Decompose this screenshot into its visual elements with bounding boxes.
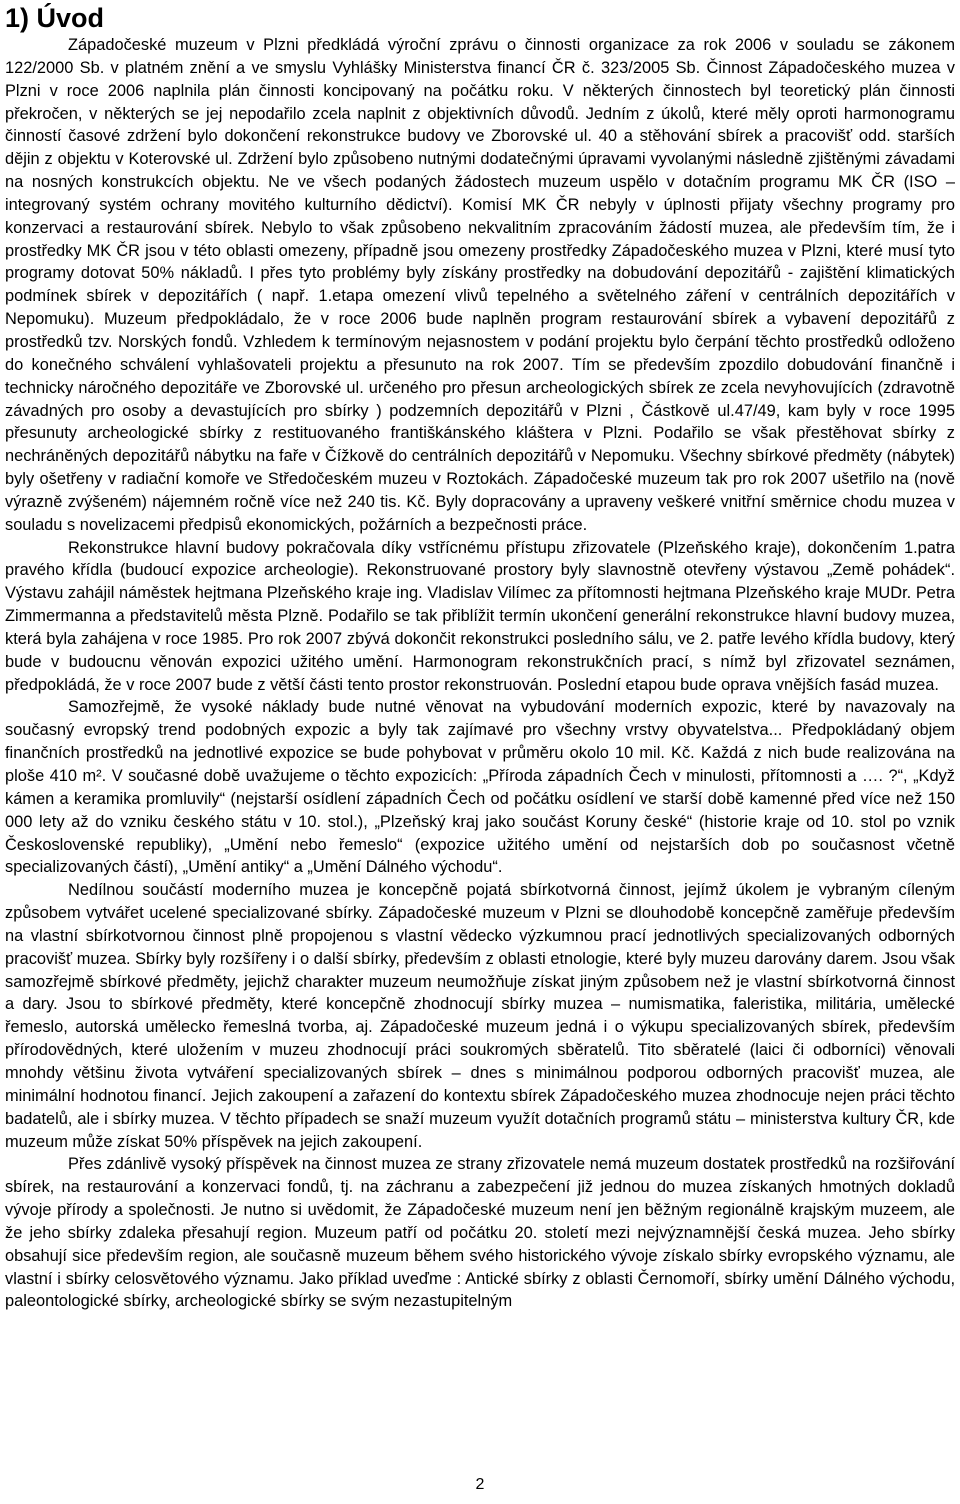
page-number: 2 (475, 1476, 485, 1493)
paragraph-expositions: Samozřejmě, že vysoké náklady bude nutné věnovat na vybudování moderních expozic, které by navazovaly na současný evropský trend podobných expozic a byly tak zajímavé pro všechny vrstvy obyvatelstva... Předpokládaný objem finančních prostředků na jednotlivé expozice se bude pohybovat v průměru okolo 10 mil. Kč. Každá z nich bude realizována na ploše 410 m². V současné době uvažujeme o těchto expozicích: „Příroda západních Čech v minulosti, přítomnosti a …. ?“, „Když kámen a keramika promluvily“ (nejstarší osídlení západních Čech od počátku osídlení ve starší době kamenné před více než 150 000 lety až do vzniku českého státu v 10. stol.), „Plzeňský kraj jako součást Koruny české“ (historie kraje od 10. stol po vznik Československé republiky), „Umění nebo řemeslo“ (expozice užitého umění od nejstarších dob po současnost včetně specializovaných částí), „Umění antiky“ a „Umění Dálného východu“. (5, 698, 955, 877)
paragraph-funding: Přes zdánlivě vysoký příspěvek na činnost muzea ze strany zřizovatele nemá muzeum dostatek prostředků na rozšiřování sbírek, na restaurování a konzervaci fondů, tj. na záchranu a zabezpečení již jednou do muzea získaných hmotných dokladů vývoje přírody a společnosti. Je nutno si uvědomit, že Západočeské muzeum není jen běžným regionálně krajským muzeem, ale že jeho sbírky zdaleka přesahují region. Muzeum patří od počátku 20. století mezi nejvýznamnější česká muzea. Jeho sbírky obsahují sice především region, ale současně muzeum během svého historického vývoje získalo sbírky evropského významu, ale vlastní i sbírky celosvětového významu. Jako příklad uveďme : Antické sbírky z oblasti Černomoří, sbírky umění Dálného východu, paleontologické sbírky, archeologické sbírky se svým nezastupitelným (5, 1155, 955, 1311)
paragraph-collections: Nedílnou součástí moderního muzea je koncepčně pojatá sbírkotvorná činnost, jejímž úkolem je vybraným cíleným způsobem vytvářet ucelené specializované sbírky. Západočeské muzeum v Plzni se dlouhodobě koncepčně zaměřuje především na vlastní sbírkotvornou činnost plně propojenou s vlastní vědecko výzkumnou prací jednotlivých specializovaných odborných pracovišť muzea. Sbírky byly rozšířeny i o další sbírky, především z oblasti etnologie, které byly muzeu darovány darem. Jsou však samozřejmě sbírkové předměty, jejichž charakter muzeum neumožňuje získat jiným způsobem než je vlastní sbírkotvorná činnost a dary. Jsou to sbírkové předměty, které koncepčně zhodnocují sbírky muzea – numismatika, faleristika, militária, umělecké řemeslo, autorská umělecko řemeslná tvorba, aj. Západočeské muzeum jedná i o výkupu specializovaných sbírek, především přírodovědných, které uložením v muzeu zhodnocují práci soukromých sběratelů. Tito sběratelé (laici či odborníci) věnovali mnohdy většinu života vytváření specializovaných sbírek – dnes s minimálnou podporou odborných pracovišť muzea, ale minimální hodnotou financí. Jejich zakoupení a zařazení do kontextu sbírek Západočeského muzea zhodnocuje nejen práci těchto badatelů, ale i sbírky muzea. V těchto případech se snaží muzeum využít dotačních programů státu – ministerstva kultury ČR, kde muzeum může získat 50% příspěvek na jejich zakoupení. (5, 881, 955, 1151)
paragraph-reconstruction: Rekonstrukce hlavní budovy pokračovala díky vstřícnému přístupu zřizovatele (Plzeňského kraje), dokončením 1.patra pravého křídla (budoucí expozice archeologie). Rekonstruované prostory byly slavnostně otevřeny výstavou „Země pohádek“. Výstavu zahájil náměstek hejtmana Plzeňského kraje ing. Vladislav Vilímec za přítomnosti hejtmana Plzeňského kraje MUDr. Petra Zimmermanna a představitelů města Plzně. Podařilo se tak přiblížit termín ukončení generální rekonstrukce hlavní budovy muzea, která byla zahájena v roce 1985. Pro rok 2007 zbývá dokončit rekonstrukci posledního sálu, ve 2. patře levého křídla budovy, který bude v budoucnu věnován expozici užitého umění. Harmonogram rekonstrukčních prací, s nímž byl zřizovatel seznámen, předpokládá, že v roce 2007 bude z větší části tento prostor rekonstruován. Poslední etapou bude oprava vnějších fasád muzea. (5, 538, 955, 694)
section-heading: 1) Úvod (5, 3, 105, 33)
paragraph-introduction: Západočeské muzeum v Plzni předkládá výroční zprávu o činnosti organizace za rok 2006 v souladu se zákonem 122/2000 Sb. v platném znění a ve smyslu Vyhlášky Ministerstva financí ČR č. 323/2005 Sb. Činnost Západočeského muzea v Plzni v roce 2006 naplnila plán činnosti koncipovaný na počátku roku. V některých činnostech byl teoretický plán činnosti překročen, v některých se jej nepodařilo zcela naplnit z objektivních důvodů. Jedním z úkolů, které měly oproti harmonogramu činností časové zdržení bylo dokončení rekonstrukce budovy ve Zborovské ul. 40 a stěhování sbírek a pracovišť odd. starších dějin z objektu v Koterovské ul. Zdržení bylo způsobeno nutnými dodatečnými úpravami vyvolanými následně zjištěnými závadami na nosných konstrukcích objektu. Ne ve všech podaných žádostech muzeum uspělo v dotačním programu MK ČR (ISO – integrovaný systém ochrany movitého kulturního dědictví). Komisí MK ČR nebyly v úplnosti přijaty všechny programy pro konzervaci a restaurování sbírek. Nebylo to však způsobeno nekvalitním zpracováním žádostí muzea, ale především tím, že i prostředky MK ČR jsou v této oblasti omezeny, případně jsou omezeny prostředky Západočeského muzea v Plzni, které musí tyto programy dotovat 50% nákladů. I přes tyto problémy byly získány prostředky na dobudování depozitářů - zajištění klimatických podmínek sbírek v depozitářích ( např. 1.etapa omezení vlivů tepelného a světelného záření v centrálních depozitářích v Nepomuku). Muzeum předpokládalo, že v roce 2006 bude naplněn program restaurování sbírek a vybavení depozitářů z prostředků tzv. Norských fondů. Vzhledem k termínovým nejasnostem v podání projektu bylo čerpání těchto prostředků odloženo do konečného schválení vyhlašovateli projektu a přesunuto na rok 2007. Tím se především zpozdilo dobudování finančně i technicky náročného depozitáře ve Zborovské ul. určeného pro přesun archeologických sbírek ze zcela nevyhovujících (zdravotně závadných pro osoby a devastujících pro sbírky ) podzemních depozitářů v Plzni , Částkově ul.47/49, kam byly v roce 1995 přesunuty archeologické sbírky z restituovaného františkánského kláštera v Plzni. Podařilo se však přestěhovat sbírky z nechráněných depozitářů nábytku na faře v Čížkově do centrálních depozitářů v Nepomuku. Všechny sbírkové předměty (nábytek) byly ošetřeny v radiační komoře ve Středočeském muzeu v Roztokách. Západočeské muzeum tak pro rok 2007 ušetřilo na (nově výrazně zvýšeném) nájemném ročně více než 240 tis. Kč. Byly dopracovány a upraveny veškeré vnitřní směrnice chodu muzea v souladu s novelizacemi předpisů ekonomických, požárních a bezpečnosti práce. (5, 36, 955, 534)
